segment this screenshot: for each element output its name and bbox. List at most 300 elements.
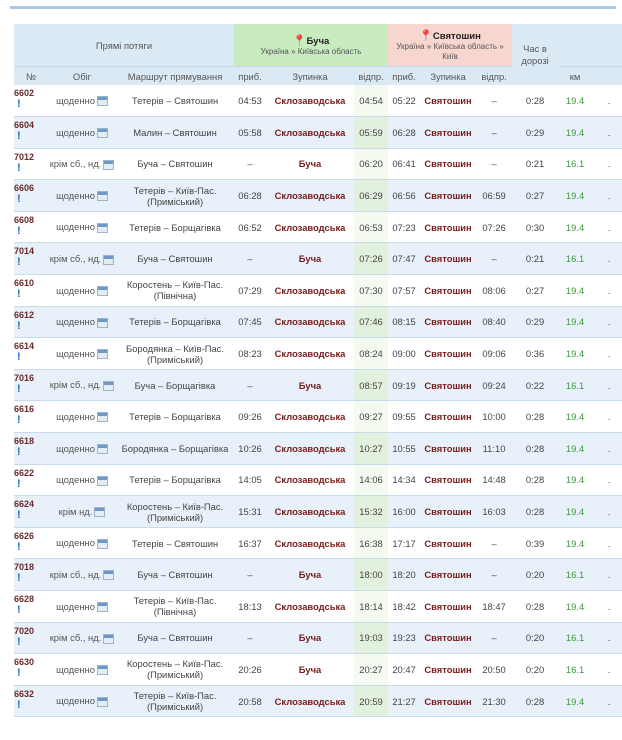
header-blank-2: [592, 24, 622, 67]
arrival-stop-cell[interactable]: Святошин: [420, 622, 476, 654]
route-cell[interactable]: Тетерів – Святошин: [116, 527, 234, 559]
info-exclamation-icon[interactable]: !: [17, 572, 21, 585]
departure2-time-cell: 09:06: [476, 338, 512, 370]
arrival-time-cell: –: [234, 243, 266, 275]
frequency-text: щоденно: [56, 316, 95, 328]
train-number-cell[interactable]: [14, 527, 48, 559]
arrival-stop-cell[interactable]: Святошин: [420, 85, 476, 117]
col-km: км: [558, 67, 592, 86]
route-cell[interactable]: Тетерів – Борщагівка: [116, 306, 234, 338]
arrival-stop-cell[interactable]: Святошин: [420, 243, 476, 275]
frequency-cell: [48, 275, 116, 307]
arrival-stop-cell[interactable]: Святошин: [420, 433, 476, 465]
train-number-link[interactable]: 6614: [14, 341, 35, 352]
table-row[interactable]: [14, 306, 622, 338]
table-row[interactable]: [14, 117, 622, 149]
info-exclamation-icon[interactable]: !: [17, 161, 21, 174]
route-cell[interactable]: Буча – Святошин: [116, 622, 234, 654]
arrival-stop-cell[interactable]: Святошин: [420, 401, 476, 433]
train-number-link[interactable]: 6608: [14, 214, 35, 225]
info-exclamation-icon[interactable]: !: [17, 319, 21, 332]
distance-km-cell: 19.4: [558, 464, 592, 496]
departure2-time-cell: 08:40: [476, 306, 512, 338]
departure2-time-cell: 20:50: [476, 654, 512, 686]
departure2-time-cell: 11:10: [476, 433, 512, 465]
frequency-cell: [48, 464, 116, 496]
route-cell[interactable]: Малин – Святошин: [116, 117, 234, 149]
train-number-cell[interactable]: [14, 211, 48, 243]
departure-time-cell: 18:14: [354, 591, 388, 623]
travel-time-cell: 0:22: [512, 369, 558, 401]
table-row[interactable]: [14, 211, 622, 243]
info-exclamation-icon[interactable]: !: [17, 509, 21, 522]
train-number-cell[interactable]: [14, 591, 48, 623]
arrival-time-cell: 06:52: [234, 211, 266, 243]
row-extra-cell: .: [592, 685, 622, 717]
arrival2-time-cell: 10:55: [388, 433, 420, 465]
calendar-icon[interactable]: [97, 539, 108, 549]
info-exclamation-icon[interactable]: !: [17, 667, 21, 680]
departure-stop-cell[interactable]: Склозаводська: [266, 338, 354, 370]
frequency-text: крім сб., нд.: [49, 158, 102, 170]
distance-km-cell: 19.4: [558, 591, 592, 623]
departure-time-cell: 16:38: [354, 527, 388, 559]
arrival-time-cell: 09:26: [234, 401, 266, 433]
table-row[interactable]: [14, 148, 622, 180]
calendar-icon[interactable]: [97, 286, 108, 296]
frequency-text: щоденно: [56, 663, 95, 675]
train-number-link[interactable]: 7012: [14, 151, 35, 162]
route-cell[interactable]: Тетерів – Київ-Пас. (Приміський): [116, 685, 234, 717]
table-row[interactable]: [14, 496, 622, 528]
table-row[interactable]: [14, 275, 622, 307]
departure-stop-cell[interactable]: Склозаводська: [266, 117, 354, 149]
table-row[interactable]: [14, 369, 622, 401]
calendar-icon[interactable]: [97, 665, 108, 675]
departure-stop-cell[interactable]: Буча: [266, 622, 354, 654]
arrival2-time-cell: 06:28: [388, 117, 420, 149]
train-number-link[interactable]: 6618: [14, 436, 35, 447]
info-exclamation-icon[interactable]: !: [17, 477, 21, 490]
departure2-time-cell: 10:00: [476, 401, 512, 433]
departure2-time-cell: –: [476, 117, 512, 149]
arrival-time-cell: 18:13: [234, 591, 266, 623]
departure-stop-cell[interactable]: Склозаводська: [266, 85, 354, 117]
departure-stop-cell[interactable]: Склозаводська: [266, 180, 354, 212]
frequency-cell: [48, 433, 116, 465]
route-cell[interactable]: Буча – Святошин: [116, 559, 234, 591]
train-number-cell[interactable]: [14, 369, 48, 401]
info-exclamation-icon[interactable]: !: [17, 351, 21, 364]
train-number-cell[interactable]: [14, 559, 48, 591]
arrival-time-cell: 07:45: [234, 306, 266, 338]
info-exclamation-icon[interactable]: !: [17, 414, 21, 427]
departure-stop-cell[interactable]: Буча: [266, 369, 354, 401]
train-number-link[interactable]: 7014: [14, 246, 35, 257]
calendar-icon[interactable]: [97, 223, 108, 233]
table-row[interactable]: [14, 401, 622, 433]
train-number-cell[interactable]: [14, 306, 48, 338]
departure-stop-cell[interactable]: Буча: [266, 148, 354, 180]
departure-time-cell: 07:26: [354, 243, 388, 275]
info-exclamation-icon[interactable]: !: [17, 288, 21, 301]
arrival-time-cell: –: [234, 148, 266, 180]
travel-time-cell: 0:21: [512, 243, 558, 275]
departure-stop-cell[interactable]: Склозаводська: [266, 685, 354, 717]
frequency-cell: [48, 496, 116, 528]
arrival-stop-cell[interactable]: Святошин: [420, 211, 476, 243]
route-cell[interactable]: Тетерів – Борщагівка: [116, 464, 234, 496]
departure2-time-cell: 07:26: [476, 211, 512, 243]
departure2-time-cell: –: [476, 622, 512, 654]
route-cell[interactable]: Коростень – Київ-Пас. (Приміський): [116, 654, 234, 686]
distance-km-cell: 19.4: [558, 433, 592, 465]
train-number-cell[interactable]: [14, 243, 48, 275]
departure2-time-cell: 06:59: [476, 180, 512, 212]
arrival2-time-cell: 06:56: [388, 180, 420, 212]
train-number-link[interactable]: 7018: [14, 562, 35, 573]
arrival-time-cell: 06:28: [234, 180, 266, 212]
departure-stop-cell[interactable]: Склозаводська: [266, 275, 354, 307]
col-arr2: приб.: [388, 67, 420, 86]
train-number-cell[interactable]: [14, 464, 48, 496]
calendar-icon[interactable]: [103, 160, 114, 170]
departure-stop-cell[interactable]: Склозаводська: [266, 306, 354, 338]
distance-km-cell: 16.1: [558, 654, 592, 686]
arrival2-time-cell: 16:00: [388, 496, 420, 528]
calendar-icon[interactable]: [97, 412, 108, 422]
row-extra-cell: .: [592, 211, 622, 243]
distance-km-cell: 16.1: [558, 559, 592, 591]
train-number-cell[interactable]: [14, 180, 48, 212]
train-number-link[interactable]: 7016: [14, 372, 35, 383]
departure-station-region: Україна » Київська область: [260, 46, 362, 56]
departure-stop-cell[interactable]: Склозаводська: [266, 433, 354, 465]
distance-km-cell: 16.1: [558, 243, 592, 275]
departure2-time-cell: –: [476, 85, 512, 117]
row-extra-cell: .: [592, 148, 622, 180]
distance-km-cell: 16.1: [558, 148, 592, 180]
info-exclamation-icon[interactable]: !: [17, 635, 21, 648]
arrival2-time-cell: 08:15: [388, 306, 420, 338]
train-number-link[interactable]: 6632: [14, 688, 35, 699]
frequency-cell: [48, 148, 116, 180]
arrival2-time-cell: 14:34: [388, 464, 420, 496]
calendar-icon[interactable]: [103, 570, 114, 580]
arrival-time-cell: –: [234, 622, 266, 654]
travel-time-cell: 0:20: [512, 654, 558, 686]
row-extra-cell: .: [592, 243, 622, 275]
travel-time-cell: 0:28: [512, 496, 558, 528]
departure-stop-cell[interactable]: Буча: [266, 559, 354, 591]
frequency-cell: [48, 401, 116, 433]
distance-km-cell: 19.4: [558, 306, 592, 338]
frequency-text: крім сб., нд.: [49, 379, 102, 391]
arrival-station-region: Україна » Київська область » Київ: [396, 41, 504, 61]
row-extra-cell: .: [592, 433, 622, 465]
calendar-icon[interactable]: [103, 255, 114, 265]
arrival-stop-cell[interactable]: Святошин: [420, 148, 476, 180]
departure-stop-cell[interactable]: Склозаводська: [266, 527, 354, 559]
train-number-cell[interactable]: [14, 433, 48, 465]
train-number-cell[interactable]: [14, 338, 48, 370]
calendar-icon[interactable]: [94, 507, 105, 517]
frequency-cell: [48, 685, 116, 717]
route-cell[interactable]: Тетерів – Борщагівка: [116, 401, 234, 433]
table-row[interactable]: [14, 591, 622, 623]
travel-time-cell: 0:28: [512, 591, 558, 623]
table-row[interactable]: [14, 464, 622, 496]
travel-time-header: Час в дорозі: [512, 24, 558, 85]
arrival2-time-cell: 19:23: [388, 622, 420, 654]
departure-station-header[interactable]: [234, 24, 388, 67]
table-row[interactable]: [14, 338, 622, 370]
frequency-cell: [48, 369, 116, 401]
frequency-cell: [48, 306, 116, 338]
calendar-icon[interactable]: [97, 96, 108, 106]
travel-time-cell: 0:28: [512, 85, 558, 117]
frequency-cell: [48, 622, 116, 654]
train-number-cell[interactable]: [14, 148, 48, 180]
arrival-stop-cell[interactable]: Святошин: [420, 591, 476, 623]
schedule-table-wrapper: [14, 24, 622, 717]
arrival2-time-cell: 09:19: [388, 369, 420, 401]
train-number-link[interactable]: 6612: [14, 309, 35, 320]
train-number-link[interactable]: 6616: [14, 404, 35, 415]
row-extra-cell: .: [592, 496, 622, 528]
departure2-time-cell: 09:24: [476, 369, 512, 401]
frequency-text: щоденно: [56, 347, 95, 359]
travel-time-cell: 0:29: [512, 306, 558, 338]
arrival2-time-cell: 05:22: [388, 85, 420, 117]
travel-time-cell: 0:28: [512, 401, 558, 433]
distance-km-cell: 19.4: [558, 338, 592, 370]
arrival-station-header[interactable]: [388, 24, 512, 67]
calendar-icon[interactable]: [97, 191, 108, 201]
calendar-icon[interactable]: [97, 444, 108, 454]
arrival-stop-cell[interactable]: Святошин: [420, 527, 476, 559]
route-cell[interactable]: Тетерів – Святошин: [116, 85, 234, 117]
arrival-time-cell: –: [234, 369, 266, 401]
departure-time-cell: 20:27: [354, 654, 388, 686]
departure-time-cell: 15:32: [354, 496, 388, 528]
row-extra-cell: .: [592, 275, 622, 307]
frequency-text: щоденно: [56, 189, 95, 201]
departure-stop-cell[interactable]: Склозаводська: [266, 496, 354, 528]
travel-time-cell: 0:36: [512, 338, 558, 370]
row-extra-cell: .: [592, 654, 622, 686]
arrival-stop-cell[interactable]: Святошин: [420, 464, 476, 496]
departure2-time-cell: –: [476, 527, 512, 559]
info-exclamation-icon[interactable]: !: [17, 540, 21, 553]
arrival-stop-cell[interactable]: Святошин: [420, 559, 476, 591]
departure2-time-cell: –: [476, 559, 512, 591]
departure2-time-cell: 18:47: [476, 591, 512, 623]
schedule-table: [14, 24, 622, 717]
train-number-cell[interactable]: [14, 654, 48, 686]
frequency-text: крім сб., нд.: [49, 568, 102, 580]
arrival-stop-cell[interactable]: Святошин: [420, 180, 476, 212]
arrival2-time-cell: 18:42: [388, 591, 420, 623]
departure-stop-cell[interactable]: Склозаводська: [266, 211, 354, 243]
frequency-text: крім сб., нд.: [49, 632, 102, 644]
departure-stop-cell[interactable]: Склозаводська: [266, 401, 354, 433]
arrival-stop-cell[interactable]: Святошин: [420, 654, 476, 686]
train-number-cell[interactable]: [14, 496, 48, 528]
table-row[interactable]: [14, 527, 622, 559]
departure2-time-cell: –: [476, 243, 512, 275]
train-number-link[interactable]: 6602: [14, 88, 35, 98]
frequency-cell: [48, 654, 116, 686]
train-number-cell[interactable]: [14, 622, 48, 654]
row-extra-cell: .: [592, 338, 622, 370]
distance-km-cell: 19.4: [558, 527, 592, 559]
arrival-stop-cell[interactable]: Святошин: [420, 369, 476, 401]
departure-stop-cell[interactable]: Склозаводська: [266, 591, 354, 623]
train-number-link[interactable]: 6622: [14, 467, 35, 478]
info-exclamation-icon[interactable]: !: [17, 130, 21, 143]
arrival-stop-cell[interactable]: Святошин: [420, 306, 476, 338]
train-number-cell[interactable]: [14, 401, 48, 433]
route-cell[interactable]: Коростень – Київ-Пас. (Приміський): [116, 496, 234, 528]
frequency-text: щоденно: [56, 695, 95, 707]
calendar-icon[interactable]: [103, 381, 114, 391]
calendar-icon[interactable]: [97, 602, 108, 612]
travel-time-cell: 0:30: [512, 211, 558, 243]
info-exclamation-icon[interactable]: !: [17, 193, 21, 206]
arrival-stop-cell[interactable]: Святошин: [420, 496, 476, 528]
row-extra-cell: .: [592, 117, 622, 149]
arrival-stop-cell[interactable]: Святошин: [420, 338, 476, 370]
departure-time-cell: 04:54: [354, 85, 388, 117]
departure-time-cell: 05:59: [354, 117, 388, 149]
route-cell[interactable]: Тетерів – Київ-Пас. (Приміський): [116, 180, 234, 212]
direct-trains-header: Прямі потяги: [14, 24, 234, 67]
route-cell[interactable]: Бородянка – Борщагівка: [116, 433, 234, 465]
info-exclamation-icon[interactable]: !: [17, 256, 21, 269]
frequency-text: щоденно: [56, 537, 95, 549]
frequency-text: щоденно: [56, 442, 95, 454]
row-extra-cell: .: [592, 306, 622, 338]
arrival-stop-cell[interactable]: Святошин: [420, 685, 476, 717]
travel-time-cell: 0:21: [512, 148, 558, 180]
route-cell[interactable]: Буча – Борщагівка: [116, 369, 234, 401]
train-number-cell[interactable]: [14, 117, 48, 149]
calendar-icon[interactable]: [103, 634, 114, 644]
col-arr: приб.: [234, 67, 266, 86]
train-number-cell[interactable]: [14, 275, 48, 307]
route-cell[interactable]: Бородянка – Київ-Пас. (Приміський): [116, 338, 234, 370]
departure-time-cell: 18:00: [354, 559, 388, 591]
info-exclamation-icon[interactable]: !: [17, 446, 21, 459]
calendar-icon[interactable]: [97, 318, 108, 328]
route-cell[interactable]: Тетерів – Борщагівка: [116, 211, 234, 243]
train-number-link[interactable]: 6630: [14, 657, 35, 668]
calendar-icon[interactable]: [97, 476, 108, 486]
arrival2-time-cell: 07:47: [388, 243, 420, 275]
frequency-text: щоденно: [56, 221, 95, 233]
departure2-time-cell: –: [476, 148, 512, 180]
calendar-icon[interactable]: [97, 697, 108, 707]
col-extra: [592, 67, 622, 86]
train-number-link[interactable]: 6610: [14, 278, 35, 289]
table-row[interactable]: [14, 85, 622, 117]
train-number-cell[interactable]: [14, 85, 48, 117]
train-number-link[interactable]: 6628: [14, 594, 35, 604]
arrival-stop-cell[interactable]: Святошин: [420, 275, 476, 307]
departure-stop-cell[interactable]: Склозаводська: [266, 464, 354, 496]
travel-time-cell: 0:20: [512, 622, 558, 654]
frequency-cell: [48, 117, 116, 149]
arrival2-time-cell: 06:41: [388, 148, 420, 180]
col-stop2: Зупинка: [420, 67, 476, 86]
arrival2-time-cell: 09:55: [388, 401, 420, 433]
table-row[interactable]: [14, 433, 622, 465]
info-exclamation-icon[interactable]: !: [17, 224, 21, 237]
info-exclamation-icon[interactable]: !: [17, 698, 21, 711]
info-exclamation-icon[interactable]: !: [17, 382, 21, 395]
distance-km-cell: 19.4: [558, 85, 592, 117]
route-cell[interactable]: Тетерів – Київ-Пас. (Північна): [116, 591, 234, 623]
frequency-text: щоденно: [56, 284, 95, 296]
distance-km-cell: 16.1: [558, 622, 592, 654]
train-number-link[interactable]: 6604: [14, 120, 35, 131]
table-row[interactable]: [14, 559, 622, 591]
departure-stop-cell[interactable]: Буча: [266, 243, 354, 275]
header-blank: [558, 24, 592, 67]
table-row[interactable]: [14, 622, 622, 654]
calendar-icon[interactable]: [97, 349, 108, 359]
departure-time-cell: 06:20: [354, 148, 388, 180]
table-row[interactable]: [14, 685, 622, 717]
distance-km-cell: 19.4: [558, 275, 592, 307]
train-number-link[interactable]: 7020: [14, 625, 35, 636]
arrival-stop-cell[interactable]: Святошин: [420, 117, 476, 149]
table-row[interactable]: [14, 243, 622, 275]
arrival-time-cell: 15:31: [234, 496, 266, 528]
info-exclamation-icon[interactable]: !: [17, 604, 21, 616]
train-number-cell[interactable]: [14, 685, 48, 717]
col-dep: відпр.: [354, 67, 388, 86]
calendar-icon[interactable]: [97, 128, 108, 138]
departure2-time-cell: 16:03: [476, 496, 512, 528]
arrival-time-cell: 04:53: [234, 85, 266, 117]
frequency-text: щоденно: [56, 600, 95, 612]
info-exclamation-icon[interactable]: !: [17, 98, 21, 110]
distance-km-cell: 19.4: [558, 496, 592, 528]
route-cell[interactable]: Коростень – Київ-Пас. (Північна): [116, 275, 234, 307]
location-pin-icon: 📍: [419, 29, 433, 42]
arrival-time-cell: 08:23: [234, 338, 266, 370]
route-cell[interactable]: Буча – Святошин: [116, 243, 234, 275]
arrival-time-cell: 10:26: [234, 433, 266, 465]
table-row[interactable]: [14, 180, 622, 212]
route-cell[interactable]: Буча – Святошин: [116, 148, 234, 180]
row-extra-cell: .: [592, 180, 622, 212]
train-number-link[interactable]: 6624: [14, 499, 35, 510]
frequency-text: щоденно: [56, 126, 95, 138]
departure-stop-cell[interactable]: Буча: [266, 654, 354, 686]
distance-km-cell: 19.4: [558, 401, 592, 433]
train-number-link[interactable]: 6626: [14, 530, 35, 541]
frequency-cell: [48, 338, 116, 370]
departure-time-cell: 14:06: [354, 464, 388, 496]
row-extra-cell: .: [592, 369, 622, 401]
col-freq: Обіг: [48, 67, 116, 86]
row-extra-cell: .: [592, 622, 622, 654]
train-number-link[interactable]: 6606: [14, 183, 35, 194]
table-row[interactable]: [14, 654, 622, 686]
